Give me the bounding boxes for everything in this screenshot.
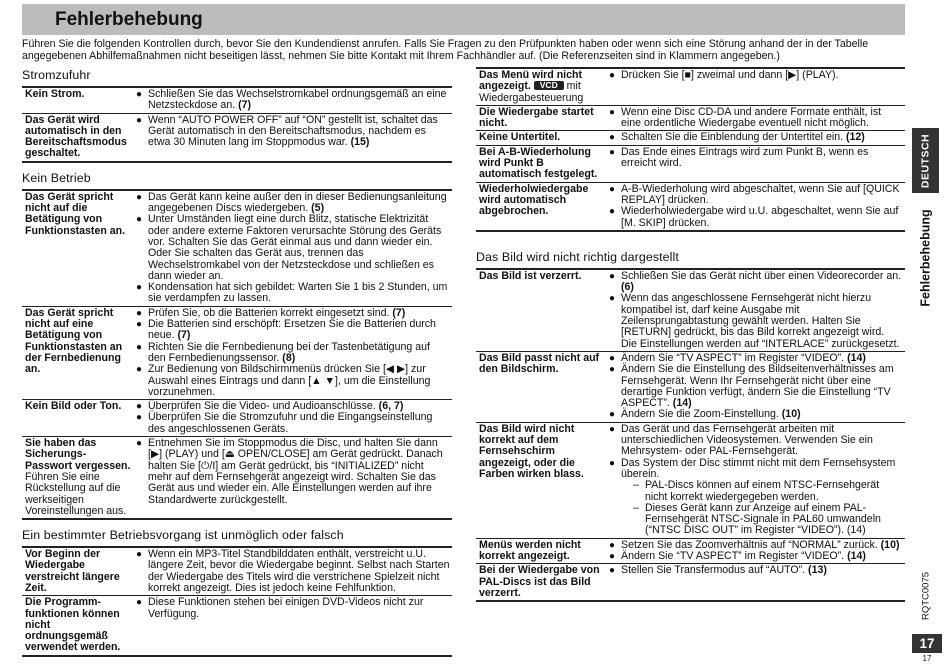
remedy-body: Überprüfen Sie die Stromzufuhr und die Eingangseinstellung des angeschlossenen Geräts.: [148, 411, 433, 435]
troubleshooting-table: [22, 189, 452, 520]
table-row: [476, 105, 905, 131]
bullet-icon: ●: [136, 307, 143, 319]
problem-cell: [476, 564, 606, 601]
remedy-item: [609, 551, 903, 562]
page-number-small: 17: [922, 654, 932, 663]
table-row: [22, 190, 452, 306]
problem-text: Das Menü wird nicht angezeigt.: [479, 69, 583, 93]
remedy-text: [621, 70, 903, 81]
bullet-icon: ●: [609, 364, 616, 376]
remedy-item: [136, 192, 450, 215]
page-reference: (10): [877, 538, 900, 551]
remedy-body: Wenn ein MP3-Titel Standbilddaten enthält, verstreicht u.U. längere Zeit, bevor die Wiedergabe beginnt. Selbst nach Starten der Wiedergabe des Titels wird die verstrichene Spielzeit nicht korrekt angezeigt. Dies ist jedoch keine Fehlfunktion.: [148, 548, 450, 594]
problem-cell: [476, 351, 606, 422]
problem-text: Wiederholwiedergabe wird automatisch abgebrochen.: [479, 182, 589, 218]
table-row: [22, 400, 452, 437]
remedy-text: [148, 438, 450, 506]
bullet-icon: ●: [609, 70, 616, 81]
bullet-icon: ●: [136, 364, 143, 376]
problem-cell: [22, 437, 133, 520]
remedy-text: [621, 271, 903, 294]
page-reference: (13): [805, 564, 827, 577]
problem-cell: [476, 68, 606, 105]
problem-cell: [476, 422, 606, 538]
remedy-cell: [133, 547, 452, 596]
left-column: [22, 66, 452, 663]
remedy-item: [609, 107, 903, 130]
bullet-icon: ●: [609, 565, 616, 577]
bullet-icon: ●: [136, 89, 143, 100]
bullet-icon: ●: [609, 183, 616, 195]
remedy-item: [609, 364, 903, 409]
bullet-icon: ●: [136, 549, 143, 561]
problem-cell: [476, 145, 606, 182]
remedy-body: Ändern Sie “TV ASPECT” im Register “VIDEO”.: [621, 351, 845, 364]
bullet-icon: ●: [136, 282, 143, 294]
bullet-icon: ●: [136, 438, 143, 450]
remedy-text: [621, 458, 903, 481]
remedy-subitem: [609, 503, 903, 537]
remedy-item: [609, 424, 903, 458]
remedy-body: Das Ende eines Eintrags wird zum Punkt B, wenn es erreicht wird.: [621, 145, 869, 170]
problem-cell: [22, 547, 133, 596]
section-title: Ein bestimmter Betriebsvorgang ist unmöglich oder falsch: [22, 528, 344, 543]
problem-cell: [476, 538, 606, 564]
remedy-body: Wenn eine Disc CD-DA und andere Formate enthält, ist eine ordentliche Wiedergabe eventuell nicht möglich.: [621, 105, 882, 130]
remedy-text: [621, 364, 903, 409]
intro-paragraph: Führen Sie die folgenden Kontrollen durch, bevor Sie den Kundendienst anrufen. Falls Sie Fragen zu den Prüfpunkten haben oder wenn sich eine Störung anhand der in der Tabelle angegebenen Abhilfemaßnahmen nicht beseitigen lässt, nehmen Sie bitte Kontakt mit Ihrem Fachhändler auf. (Die Referenzseiten sind in Klammern angegeben.): [22, 38, 869, 62]
page-reference: (10): [778, 408, 801, 421]
remedy-text: [621, 184, 903, 207]
table-row: [22, 596, 452, 656]
remedy-text: [621, 293, 903, 349]
table-row: [476, 564, 905, 601]
table-row: [476, 538, 905, 564]
table-row: [476, 145, 905, 182]
bullet-icon: ●: [609, 293, 616, 305]
remedy-cell: [606, 538, 905, 564]
problem-cell: [22, 596, 133, 656]
table-row: [22, 306, 452, 399]
remedy-body: Schließen Sie das Wechselstromkabel ordnungsgemäß an eine Netzsteckdose an.: [148, 88, 447, 112]
remedy-body: Zur Bedienung von Bildschirmmenüs drücken Sie [◀ ▶] zur Auswahl eines Eintrags und dann [▲ ▼], um die Einstellung vorzunehmen.: [148, 363, 431, 398]
problem-text: Das Gerät wird automatisch in den Bereitschaftsmodus geschaltet.: [25, 113, 127, 160]
page-reference: (7): [174, 329, 191, 342]
remedy-subitem: [609, 480, 903, 503]
remedy-text: [148, 282, 450, 305]
remedy-body: Die Batterien sind erschöpft: Ersetzen Sie die Batterien durch neue.: [148, 318, 436, 342]
remedy-item: [609, 147, 903, 170]
remedy-cell: [606, 131, 905, 145]
table-row: [476, 68, 905, 105]
remedy-item: [609, 565, 903, 576]
problem-cell: [476, 269, 606, 352]
remedy-text: [621, 565, 903, 576]
problem-text: Das Gerät spricht nicht auf eine Betätigung von Funktionstasten an der Fernbedienung an.: [25, 306, 123, 376]
problem-text: Die Wiedergabe startet nicht.: [479, 105, 594, 130]
remedy-item: [136, 597, 450, 620]
troubleshooting-table: [22, 546, 452, 657]
bullet-icon: ●: [136, 597, 143, 609]
remedy-item: [609, 293, 903, 349]
problem-cell: [22, 113, 133, 162]
remedy-body: Ändern Sie die Zoom-Einstellung.: [621, 408, 779, 421]
remedy-body: Prüfen Sie, ob die Batterien korrekt eingesetzt sind.: [148, 306, 390, 319]
remedy-cell: [133, 596, 452, 656]
troubleshooting-table: [22, 86, 452, 163]
problem-cell: [476, 105, 606, 131]
remedy-cell: [606, 422, 905, 538]
remedy-body: Kondensation hat sich gebildet: Warten Sie 1 bis 2 Stunden, um sie verdampfen zu lassen.: [148, 281, 448, 305]
remedy-text: [621, 551, 903, 562]
language-tab: [912, 128, 939, 193]
table-row: [22, 437, 452, 520]
remedy-text: [148, 89, 450, 112]
remedy-text: [621, 409, 903, 420]
dash-icon: –: [633, 501, 639, 514]
problem-text: Das Bild passt nicht auf den Bildschirm.: [479, 351, 600, 376]
remedy-body: Ändern Sie “TV ASPECT” im Register “VIDEO”.: [621, 549, 845, 562]
remedy-body: Das Gerät und das Fernsehgerät arbeiten mit unterschiedlichen Videosystemen. Verwenden Sie ein Mehrsystem- oder PAL-Fernsehgerät.: [621, 422, 873, 458]
bullet-icon: ●: [136, 341, 143, 353]
remedy-body: Drücken Sie [■] zweimal und dann [▶] (PLAY).: [621, 69, 839, 81]
remedy-subtext: Dieses Gerät kann zur Anzeige auf einem PAL-Fernsehgerät NTSC-Signale in PAL60 umwandeln (“NTSC DISC OUT” im Register “VIDEO”). (14): [645, 501, 881, 537]
side-title: [913, 200, 939, 315]
remedy-body: Setzen Sie das Zoomverhältnis auf “NORMAL” zurück.: [621, 538, 878, 551]
bullet-icon: ●: [609, 550, 616, 562]
bullet-icon: ●: [136, 114, 143, 126]
page-reference: (7): [235, 99, 252, 112]
remedy-body: Das System der Disc stimmt nicht mit dem Fernsehsystem überein.: [621, 456, 896, 480]
remedy-cell: [133, 306, 452, 399]
remedy-cell: [606, 145, 905, 182]
section-title: Kein Betrieb: [22, 170, 91, 185]
page-reference: (6): [621, 281, 634, 294]
bullet-icon: ●: [609, 423, 616, 435]
bullet-icon: ●: [609, 457, 616, 469]
remedy-body: Wenn das angeschlossene Fernsehgerät nicht hierzu kompatibel ist, darf keine Ausgabe mit Zeilensprungabtastung gewählt werden. Halten Sie [RETURN] gedrückt, bis das Bild korrekt angezeigt wird. Die Einstellungen werden auf “INTERLACE” zurückgesetzt.: [621, 292, 900, 350]
dash-icon: –: [633, 479, 639, 492]
remedy-body: Überprüfen Sie die Video- und Audioanschlüsse.: [148, 400, 376, 413]
remedy-body: Diese Funktionen stehen bei einigen DVD-Videos nicht zur Verfügung.: [148, 596, 424, 620]
problem-text: Bei A-B-Wiederholung wird Punkt B automatisch festgelegt.: [479, 145, 598, 181]
page-reference: (5): [308, 202, 325, 215]
problem-text: Keine Untertitel.: [479, 131, 561, 144]
table-row: [22, 113, 452, 162]
remedy-item: [609, 458, 903, 481]
remedy-text: [621, 107, 903, 130]
troubleshooting-table: [476, 268, 905, 602]
remedy-item: [609, 206, 903, 229]
remedy-body: Wiederholwiedergabe wird u.U. abgeschaltet, wenn Sie auf [M. SKIP] drücken.: [621, 205, 899, 229]
remedy-cell: [606, 564, 905, 601]
remedy-text: [148, 192, 450, 215]
page-reference: (7): [389, 306, 406, 319]
table-row: [22, 87, 452, 113]
remedy-item: [136, 214, 450, 282]
troubleshooting-table: [476, 67, 905, 232]
remedy-text: [148, 319, 450, 342]
bullet-icon: ●: [136, 191, 143, 203]
remedy-cell: [606, 182, 905, 231]
bullet-icon: ●: [609, 206, 616, 218]
page-reference: (8): [279, 351, 296, 364]
remedy-text: [148, 342, 450, 365]
problem-cell: [22, 190, 133, 306]
remedy-item: [609, 184, 903, 207]
problem-text: Das Bild ist verzerrt.: [479, 269, 582, 282]
vcd-badge: VCD: [534, 81, 564, 90]
problem-text: Bei der Wiedergabe von PAL-Discs ist das Bild verzerrt.: [479, 564, 600, 599]
remedy-text: [148, 214, 450, 282]
problem-cell: [22, 400, 133, 437]
remedy-item: [609, 70, 903, 81]
remedy-item: [136, 549, 450, 594]
bullet-icon: ●: [609, 270, 616, 282]
remedy-item: [136, 342, 450, 365]
bullet-icon: ●: [136, 214, 143, 226]
remedy-item: [136, 412, 450, 435]
remedy-body: Ändern Sie die Einstellung des Bildseitenverhältnisses am Fernsehgerät. Wenn Ihr Fernsehgerät nicht über eine derartige Funktion verfügt, ändern Sie die Einstellung “TV ASPECT”.: [621, 363, 894, 410]
remedy-item: [136, 319, 450, 342]
remedy-text: [621, 132, 903, 143]
problem-text: Sie haben das Sicherungs-Passwort vergessen.: [25, 437, 131, 472]
problem-cell: [22, 87, 133, 113]
document-code: [916, 571, 936, 621]
remedy-body: Richten Sie die Fernbedienung bei der Tastenbetätigung auf den Fernbedienungssensor.: [148, 340, 430, 364]
title-bar: [22, 4, 905, 35]
remedy-item: [609, 132, 903, 143]
remedy-item: [136, 282, 450, 305]
remedy-text: [621, 206, 903, 229]
remedy-body: Stellen Sie Transfermodus auf “AUTO”.: [621, 564, 806, 577]
problem-extra: Führen Sie eine Rückstellung auf die werkseitigen Voreinstellungen aus.: [25, 470, 127, 517]
page-reference: (14): [669, 397, 692, 410]
section-title: Stromzufuhr: [22, 68, 91, 82]
document-code-text: RQTC0075: [920, 571, 932, 621]
remedy-body: Unter Umständen liegt eine durch Blitz, statische Elektrizität oder andere externe Faktoren verursachte Störung des Geräts vor. Schalten Sie das Gerät einmal aus und dann wieder ein. Oder Sie schalten das Gerät aus, trennen das Wechselstromkabel von der Netzsteckdose und schließen es dann wieder an.: [148, 213, 442, 282]
side-title-text: Fehlerbehebung: [918, 208, 933, 307]
table-row: [22, 547, 452, 596]
remedy-body: Entnehmen Sie im Stoppmodus die Disc, und halten Sie dann [▶] (PLAY) und [⏏ OPEN/CLOSE] am Gerät gedrückt. Danach halten Sie [⏻/I] am Gerät gedrückt, bis “INITIALIZED” nicht mehr auf dem Fernsehgerät angezeigt wird. Schalten Sie das Gerät aus und wieder ein. Alle Einstellungen werden auf ihre Standardwerte zurückgestellt.: [148, 437, 443, 506]
table-row: [476, 182, 905, 231]
bullet-icon: ●: [609, 106, 616, 118]
page-title: Fehlerbehebung: [55, 9, 203, 30]
bullet-icon: ●: [609, 409, 616, 421]
problem-text: Das Bild wird nicht korrekt auf dem Fernsehschirm angezeigt, oder die Farben wirken blass.: [479, 422, 584, 480]
remedy-body: Schließen Sie das Gerät nicht über einen Videorecorder an.: [621, 269, 902, 282]
remedy-item: [136, 115, 450, 149]
remedy-item: [136, 364, 450, 398]
problem-tail: mit Wiedergabesteuerung: [479, 80, 584, 104]
remedy-subtext: PAL-Discs können auf einem NTSC-Fernsehgerät nicht korrekt wiedergegeben werden.: [645, 479, 880, 503]
right-column: [476, 67, 905, 608]
table-row: [476, 269, 905, 352]
remedy-text: [148, 364, 450, 398]
remedy-cell: [133, 190, 452, 306]
table-row: [476, 131, 905, 145]
page-reference: (14): [844, 351, 866, 364]
problem-text: Kein Strom.: [25, 88, 85, 100]
remedy-body: Schalten Sie die Einblendung der Untertitel ein.: [621, 131, 844, 144]
problem-cell: [22, 306, 133, 399]
problem-text: Das Gerät spricht nicht auf die Betätigung von Funktionstasten an.: [25, 190, 126, 237]
remedy-text: [621, 147, 903, 170]
page-reference: (14): [844, 549, 866, 562]
problem-text: Kein Bild oder Ton.: [25, 400, 122, 413]
remedy-cell: [606, 68, 905, 105]
remedy-cell: [133, 113, 452, 162]
remedy-item: [609, 271, 903, 294]
remedy-item: [136, 89, 450, 112]
language-label: DEUTSCH: [918, 133, 931, 188]
remedy-body: Wenn “AUTO POWER OFF” auf “ON” gestellt ist, schaltet das Gerät automatisch in den Bereitschaftsmodus, nachdem es etwa 30 Minuten lang im Stoppmodus war.: [148, 113, 438, 149]
remedy-body: Das Gerät kann keine außer den in dieser Bedienungsanleitung angegebenen Discs wiedergeben.: [148, 190, 447, 215]
remedy-cell: [133, 400, 452, 437]
page-reference: (12): [843, 131, 865, 144]
remedy-item: [609, 409, 903, 420]
remedy-cell: [606, 105, 905, 131]
page-number: 17: [912, 634, 942, 653]
remedy-text: [148, 412, 450, 435]
bullet-icon: ●: [609, 146, 616, 158]
remedy-text: [148, 115, 450, 149]
page-reference: (6, 7): [375, 400, 404, 413]
bullet-icon: ●: [609, 352, 616, 364]
remedy-text: [621, 424, 903, 458]
bullet-icon: ●: [136, 401, 143, 413]
bullet-icon: ●: [136, 319, 143, 331]
problem-text: Menüs werden nicht korrekt angezeigt.: [479, 538, 581, 562]
problem-cell: [476, 182, 606, 231]
remedy-text: [148, 597, 450, 620]
bullet-icon: ●: [609, 132, 616, 144]
table-row: [476, 351, 905, 422]
table-row: [476, 422, 905, 538]
remedy-body: A-B-Wiederholung wird abgeschaltet, wenn Sie auf [QUICK REPLAY] drücken.: [621, 182, 900, 206]
bullet-icon: ●: [136, 412, 143, 424]
problem-text: Vor Beginn der Wiedergabe verstreicht längere Zeit.: [25, 548, 120, 594]
remedy-cell: [606, 351, 905, 422]
remedy-text: [148, 549, 450, 594]
remedy-cell: [133, 437, 452, 520]
remedy-cell: [606, 269, 905, 352]
section-title: Das Bild wird nicht richtig dargestellt: [476, 249, 679, 264]
problem-text: Die Programm-funktionen können nicht ordnungsgemäß verwendet werden.: [25, 596, 121, 654]
problem-cell: [476, 131, 606, 145]
bullet-icon: ●: [609, 539, 616, 551]
remedy-item: [136, 438, 450, 506]
page-reference: (15): [347, 136, 370, 149]
remedy-cell: [133, 87, 452, 113]
